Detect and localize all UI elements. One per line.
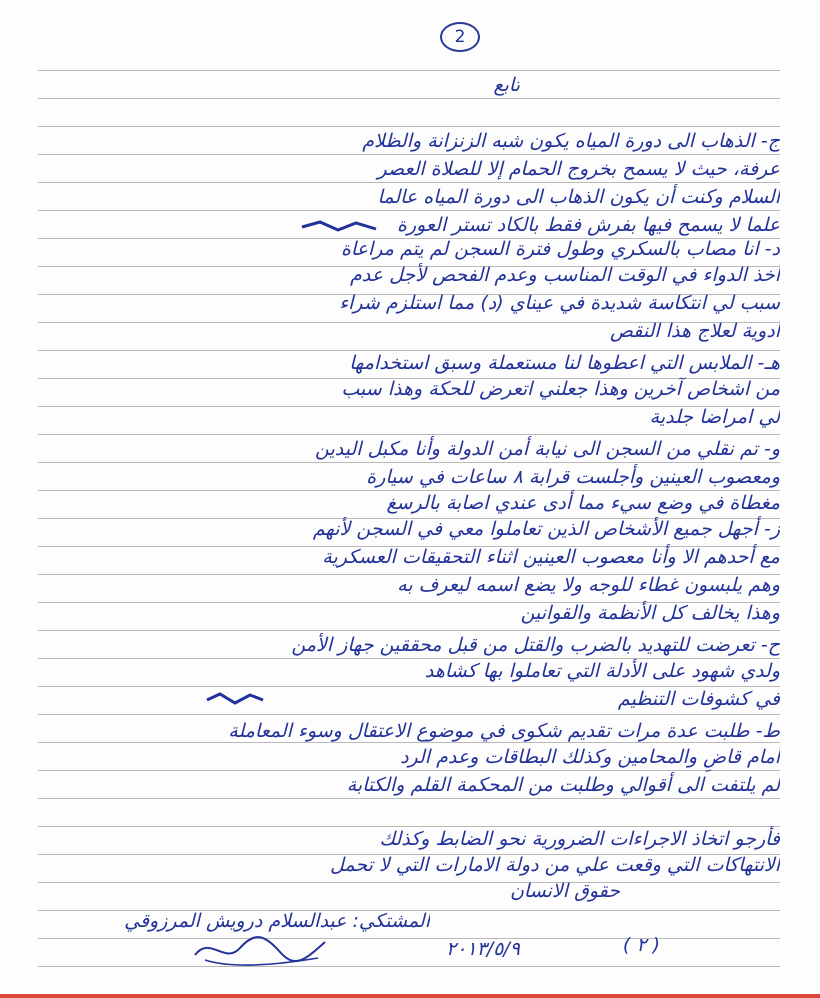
text-line: السلام وكنت أن يكون الذهاب الى دورة المياه عالما <box>377 186 780 208</box>
text-line: علما لا يسمح فيها بفرش فقط بالكاد تستر العورة <box>397 214 780 236</box>
signature-scribble <box>190 930 330 970</box>
text-line: وهم يلبسون غطاء للوجه ولا يضع اسمه ليعرف به <box>397 574 780 596</box>
text-line: فأرجو اتخاذ الاجراءات الضرورية نحو الضابط وكذلك <box>379 828 780 850</box>
text-line: أدوية لعلاج هذا النقص <box>609 320 780 342</box>
text-line: و- تم نقلي من السجن الى نيابة أمن الدولة وأنا مكبل اليدين <box>315 438 780 460</box>
text-line: عرفة، حيث لا يسمح بخروج الحمام إلا للصلاة العصر <box>377 158 780 180</box>
text-line: أخذ الدواء في الوقت المناسب وعدم الفحص لأجل عدم <box>350 264 780 286</box>
ruled-line <box>38 714 780 715</box>
page-number: 2 <box>440 22 480 52</box>
text-line: لي امراضا جلدية <box>649 406 780 428</box>
text-line: الانتهاكات التي وقعت علي من دولة الامارات التي لا تحمل <box>329 854 780 876</box>
text-line: مع أحدهم الا وأنا معصوب العينين اثناء التحقيقات العسكرية <box>322 546 780 568</box>
text-line: سبب لي انتكاسة شديدة في عيناي (د) مما استلزم شراء <box>339 292 780 314</box>
strikethrough-mark <box>300 218 380 236</box>
scan-edge <box>0 994 820 998</box>
text-line: وهذا يخالف كل الأنظمة والقوانين <box>520 602 780 624</box>
text-line: في كشوفات التنظيم <box>617 688 780 710</box>
text-line: هـ- الملابس التي اعطوها لنا مستعملة وسبق استخدامها <box>349 352 780 374</box>
ruled-line <box>38 630 780 631</box>
ruled-line <box>38 126 780 127</box>
page-marker: ( ٢ ) <box>622 934 660 956</box>
text-line: أمام قاضٍ والمحامين وكذلك البطاقات وعدم الرد <box>400 746 780 768</box>
text-line: حقوق الانسان <box>509 880 620 902</box>
ruled-line <box>38 966 780 967</box>
ruled-line <box>38 434 780 435</box>
text-line: ولدي شهود على الأدلة التي تعاملوا بها كشاهد <box>424 660 780 682</box>
strikethrough-mark <box>205 690 265 708</box>
text-line: ومعصوب العينين وأجلست قرابة ٨ ساعات في سيارة <box>366 466 780 488</box>
complainant-name: المشتكي: عبدالسلام درويش المرزوقي <box>124 910 430 932</box>
text-line: من اشخاص آخرين وهذا جعلني اتعرض للحكة وهذا سبب <box>341 378 780 400</box>
text-line: ح- تعرضت للتهديد بالضرب والقتل من قبل محققين جهاز الأمن <box>291 634 780 656</box>
text-line: لم يلتفت الى أقوالي وطلبت من المحكمة القلم والكتابة <box>346 774 780 796</box>
text-line: د- انا مصاب بالسكري وطول فترة السجن لم يتم مراعاة <box>340 238 780 260</box>
page-heading: تابع <box>493 74 520 96</box>
text-line: ج- الذهاب الى دورة المياه يكون شبه الزنزانة والظلام <box>362 130 780 152</box>
ruled-line <box>38 98 780 99</box>
signature-date: ٢٠١٣/٥/٩ <box>445 938 520 960</box>
ruled-line <box>38 70 780 71</box>
text-line: مغطاة في وضع سيء مما أدى عندي اصابة بالرسغ <box>386 492 780 514</box>
text-line: ز- أجهل جميع الأشخاص الذين تعاملوا معي في السجن لأنهم <box>312 518 780 540</box>
text-line: ط- طلبت عدة مرات تقديم شكوى في موضوع الاعتقال وسوء المعاملة <box>228 720 780 742</box>
